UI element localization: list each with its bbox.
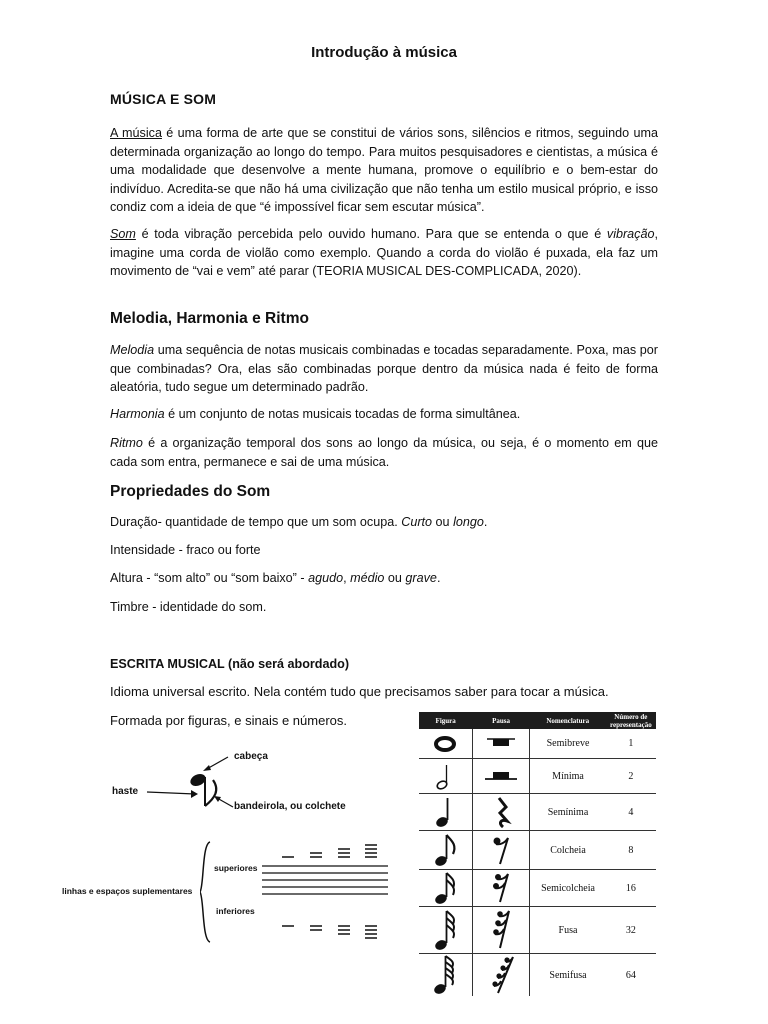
header-pausa: Pausa (472, 712, 529, 729)
semicolcheia-rest-icon (472, 870, 529, 907)
row-name: Semibreve (530, 729, 606, 759)
paragraph-ritmo (110, 434, 658, 471)
semifusa-note-icon (419, 954, 472, 997)
paragraph-melodia (110, 341, 658, 397)
minima-note-icon (419, 759, 472, 794)
colcheia-rest-icon (472, 831, 529, 870)
header-nomenclatura: Nomenclatura (530, 712, 606, 729)
seminima-rest-icon (472, 794, 529, 831)
term-curto: Curto (401, 515, 433, 529)
term-melodia: Melodia (110, 343, 155, 357)
term-agudo: agudo (308, 571, 344, 585)
paragraph-som-text-a: é toda vibração percebida pelo ouvido humano. Para que se entenda o que é (135, 227, 607, 241)
term-longo: longo (453, 515, 484, 529)
minima-rest-icon (472, 759, 529, 794)
paragraph-idioma: Idioma universal escrito. Nela contém tudo que precisamos saber para tocar a música. (110, 684, 609, 699)
table-row (419, 759, 656, 794)
paragraph-musica (110, 124, 658, 217)
table-row (419, 907, 656, 954)
paragraph-som (110, 225, 658, 281)
heading-escrita-musical: ESCRITA MUSICAL (não será abordado) (110, 657, 350, 671)
row-name: Colcheia (530, 831, 606, 870)
table-row (419, 794, 656, 831)
table-header-row (419, 712, 656, 729)
semifusa-rest-icon (472, 954, 529, 997)
brace-shape (200, 842, 210, 942)
term-grave: grave (405, 571, 437, 585)
term-som: Som (110, 227, 136, 241)
line-intensidade: Intensidade - fraco ou forte (110, 543, 261, 557)
label-linhas-espacos: linhas e espaços suplementares (62, 886, 193, 896)
term-harmonia: Harmonia (110, 407, 165, 421)
paragraph-formada: Formada por figuras, e sinais e números. (110, 713, 347, 728)
staff-lines (262, 866, 388, 894)
term-vibracao: vibração (606, 227, 655, 241)
term-ritmo: Ritmo (110, 436, 143, 450)
row-number: 8 (606, 831, 656, 870)
line-timbre: Timbre - identidade do som. (110, 600, 267, 614)
lower-ledger-lines (282, 926, 377, 938)
heading-propriedades-do-som: Propriedades do Som (110, 483, 271, 500)
label-haste: haste (112, 786, 139, 797)
label-inferiores: inferiores (216, 906, 255, 916)
row-number: 16 (606, 870, 656, 907)
duracao-ou: ou (432, 515, 454, 529)
arrow-haste-head (191, 790, 198, 798)
colcheia-note-icon (419, 831, 472, 870)
altura-comma: , (343, 571, 351, 585)
term-medio: médio (350, 571, 385, 585)
row-number: 4 (606, 794, 656, 831)
heading-musica-e-som: MÚSICA E SOM (110, 91, 217, 107)
row-name: Semicolcheia (530, 870, 606, 907)
line-duracao (110, 513, 487, 531)
line-altura (110, 569, 440, 587)
paragraph-som-text-b: , imagine uma corda de violão como exemplo. Quando a corda do violão é puxada, ela faz um movimento de “vai e vem” até parar (TEORIA MUSICAL DES-COMPLICADA, 2020). (110, 227, 658, 278)
altura-period: . (436, 571, 441, 585)
arrow-cabeca-head (203, 765, 211, 771)
row-name: Fusa (530, 907, 606, 954)
fusa-note-icon (419, 907, 472, 954)
term-a-musica: A música (110, 126, 162, 140)
row-number: 2 (606, 759, 656, 794)
row-name: Semínima (530, 794, 606, 831)
semibreve-note-icon (419, 729, 472, 759)
arrow-haste (147, 792, 195, 794)
heading-melodia-harmonia-ritmo: Melodia, Harmonia e Ritmo (110, 310, 309, 327)
table-row (419, 729, 656, 759)
paragraph-musica-text: é uma forma de arte que se constitui de vários sons, silêncios e ritmos, seguindo uma determinada organização ao longo do tempo. Para muitos pesquisadores e cientistas, a música é uma modalidade que desenvolve a mente humana, promove o equilíbrio e o bem-estar do indivíduo. Acredita-se que não há uma civilização que não tenha um estilo musical próprio, e isso condiz com a ideia de que “é impossível ficar sem escutar música”. (110, 126, 658, 214)
paragraph-harmonia-text: é um conjunto de notas musicais tocadas de forma simultânea. (164, 407, 521, 421)
header-figura: Figura (419, 712, 472, 729)
note-values-table (419, 712, 656, 996)
row-number: 1 (606, 729, 656, 759)
paragraph-ritmo-text: é a organização temporal dos sons ao longo da música, ou seja, é o momento em que cada som entra, permanece e sai de uma música. (110, 436, 658, 469)
row-name: Semifusa (530, 954, 606, 997)
duracao-period: . (483, 515, 488, 529)
duracao-text: Duração- quantidade de tempo que um som ocupa. (110, 515, 402, 529)
row-number: 32 (606, 907, 656, 954)
label-superiores: superiores (214, 863, 258, 873)
table-row (419, 870, 656, 907)
table-row (419, 954, 656, 997)
label-bandeirola: bandeirola, ou colchete (234, 801, 346, 812)
page-title: Introdução à música (311, 44, 457, 61)
paragraph-harmonia (110, 405, 658, 424)
table-row (419, 831, 656, 870)
paragraph-melodia-text: uma sequência de notas musicais combinadas e tocadas separadamente. Poxa, mas por que combinadas? Ora, elas são combinadas porque dentro da música nada é feito de forma aleatória, tudo segue um determinado padrão. (110, 343, 658, 394)
semicolcheia-note-icon (419, 870, 472, 907)
note-flag-shape (205, 780, 216, 806)
altura-text: Altura - “som alto” ou “som baixo” - (110, 571, 309, 585)
header-numero: Número de representação (606, 712, 656, 729)
fusa-rest-icon (472, 907, 529, 954)
row-name: Mínima (530, 759, 606, 794)
semibreve-rest-icon (472, 729, 529, 759)
ledger-lines-figure (200, 838, 390, 948)
altura-ou: ou (384, 571, 406, 585)
row-number: 64 (625, 969, 636, 981)
upper-ledger-lines (282, 845, 377, 857)
label-cabeca: cabeça (234, 751, 268, 762)
seminima-note-icon (419, 794, 472, 831)
